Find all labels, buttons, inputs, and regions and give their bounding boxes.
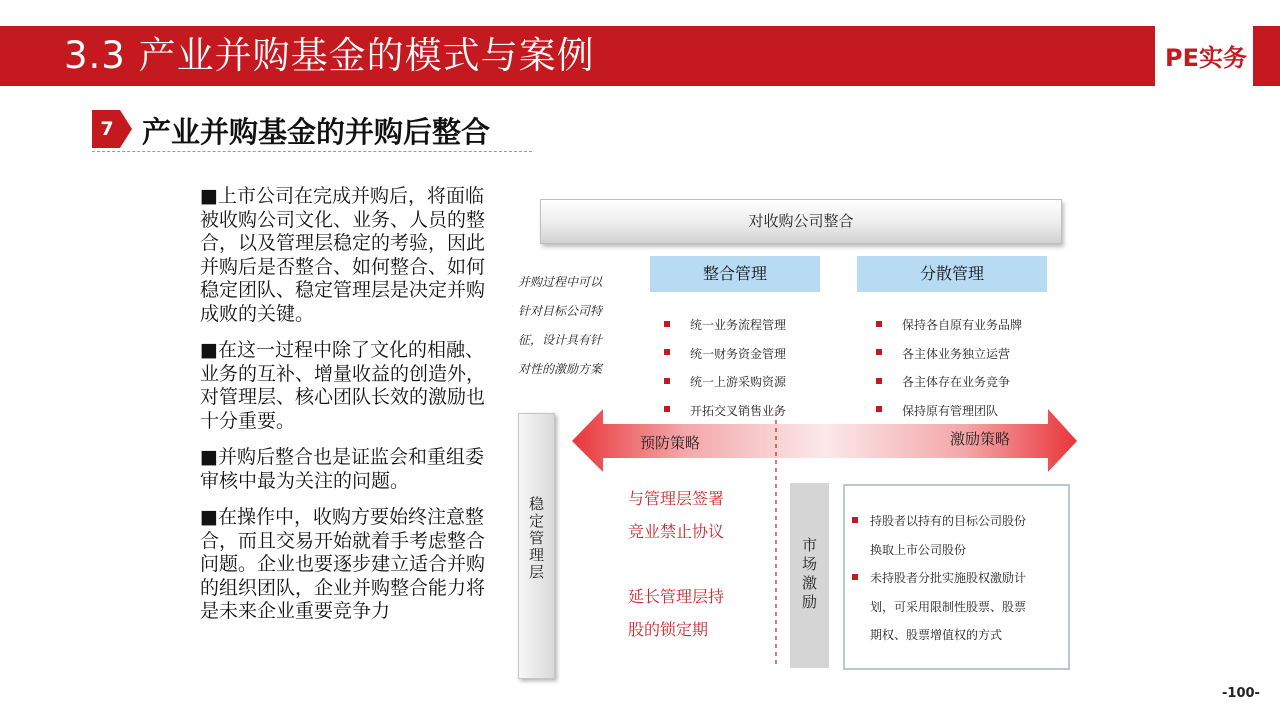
side-note-line: 对性的激励方案 (518, 362, 603, 376)
bullet-square-icon (852, 517, 858, 523)
list-item: 保持各自原有业务品牌 (876, 311, 1022, 340)
side-note-line: 征，设计具有针 (518, 333, 603, 347)
list-item: 统一上游采购资源 (664, 368, 786, 397)
brand-logo: PE实务 (1165, 44, 1247, 72)
market-incentive-label: 市 场 激 励 (801, 536, 817, 611)
bullet-square-icon (852, 574, 858, 580)
side-note-line: 并购过程中可以 (518, 275, 603, 289)
list-item: 开拓交叉销售业务 (664, 397, 786, 426)
paragraph: ■并购后整合也是证监会和重组委审核中最为关注的问题。 (200, 446, 484, 492)
list-item: 各主体存在业务竞争 (876, 368, 1022, 397)
list-item: 未持股者分批实施股权激励计 (852, 564, 1026, 593)
list-item: 统一业务流程管理 (664, 311, 786, 340)
paragraph: ■在操作中，收购方要始终注意整合，而且交易开始就着手考虑整合问题。企业也要逐步建立适合并购的组织团队，企业并购整合能力将是未来企业重要竞争力 (200, 506, 486, 622)
list-item: 各主体业务独立运营 (876, 340, 1022, 369)
integration-header-box: 对收购公司整合 (540, 199, 1062, 244)
paragraph: ■在这一过程中除了文化的相融、业务的互补、增量收益的创造外，对管理层、核心团队长效的激励也十分重要。 (200, 339, 486, 432)
list-item: 持股者以持有的目标公司股份 (852, 507, 1026, 536)
page-title: 3.3 产业并购基金的模式与案例 (64, 34, 595, 77)
incentive-list (852, 507, 1026, 650)
paragraph: ■上市公司在完成并购后，将面临被收购公司文化、业务、人员的整合，以及管理层稳定的考验，因此并购后是否整合、如何整合、如何稳定团队、稳定管理层是决定并购成败的关键。 (200, 185, 486, 325)
dispersion-management-header: 分散管理 (857, 256, 1047, 292)
integration-management-header: 整合管理 (650, 256, 820, 292)
section-title: 产业并购基金的并购后整合 (142, 115, 491, 149)
list-item-continuation: 期权、股票增值权的方式 (870, 628, 1003, 642)
side-note-line: 针对目标公司特 (518, 304, 603, 318)
stable-management-label: 稳 定 管 理 层 (528, 495, 544, 581)
prevention-item (628, 482, 724, 548)
prevention-line: 与管理层签署 (628, 489, 725, 508)
prevention-line: 股的锁定期 (628, 620, 709, 639)
prevention-item (628, 580, 724, 646)
prevention-strategy-label: 预防策略 (640, 434, 701, 452)
section-number: 7 (100, 118, 114, 140)
prevention-line: 延长管理层持 (628, 587, 725, 606)
list-item-continuation: 划，可采用限制性股票、股票 (870, 599, 1027, 614)
page-number: -100- (1222, 686, 1260, 701)
prevention-line: 竞业禁止协议 (628, 522, 725, 541)
list-item: 保持原有管理团队 (876, 397, 1022, 426)
incentive-strategy-label: 激励策略 (950, 430, 1011, 448)
list-item-continuation: 换取上市公司股份 (870, 542, 967, 557)
list-item: 统一财务资金管理 (664, 340, 786, 369)
